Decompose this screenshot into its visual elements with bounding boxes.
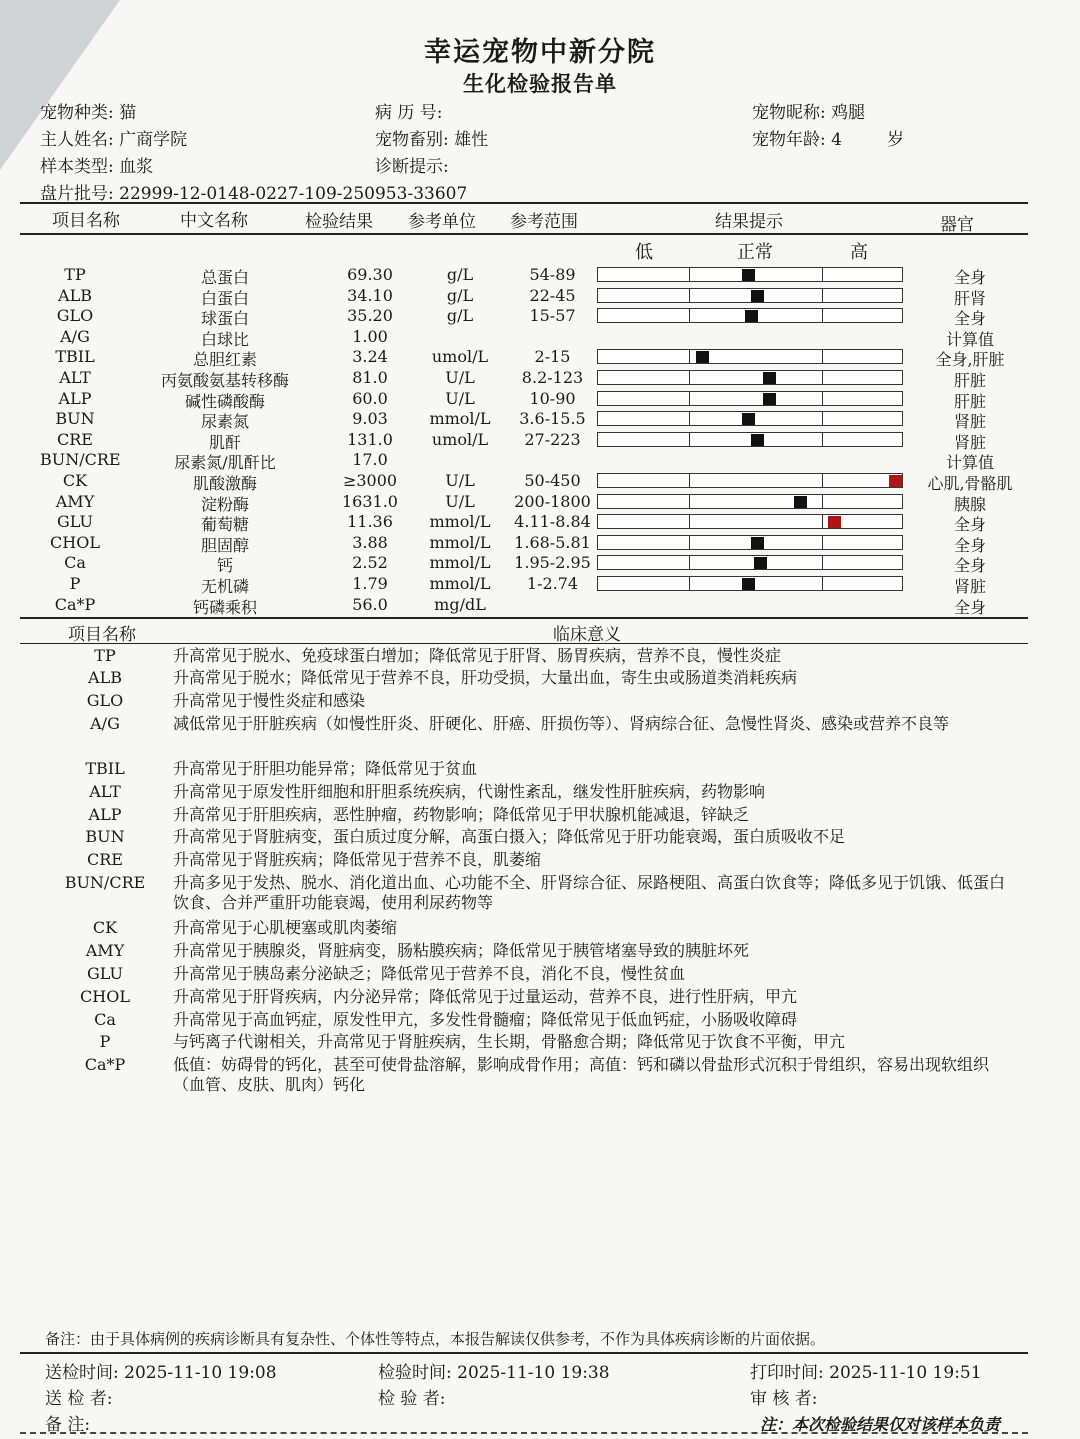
sample-field: 样本类型: 血浆 [40,157,154,177]
tear-line [20,1432,1028,1434]
rule-footer [20,1352,1028,1354]
result-marker [751,537,764,549]
test-organ: 肝肾 [953,288,986,308]
test-name: 白球比 [200,329,249,349]
clinical-item: GLU [86,964,123,983]
result-marker [754,557,767,569]
rule-clinical-header [20,643,1028,644]
result-row [0,286,1080,306]
result-row [0,306,1080,329]
col-hint: 结果提示 [715,212,783,232]
disclaimer-note: 备注：由于具体病例的疾病诊断具有复杂性、个体性等特点，本报告解读仅供参考，不作为具体疾病诊断的片面依据。 [45,1330,826,1348]
range-bar [597,370,903,385]
range-divider [689,308,690,323]
range-divider [822,432,823,447]
test-organ: 全身 [953,309,986,329]
range-bar [597,535,903,550]
test-ref-range: 15-57 [529,306,576,326]
test-organ: 全身 [953,515,986,535]
test-ref-range: 22-45 [529,285,576,305]
rule-top [20,202,1028,204]
test-abbr: Ca*P [54,594,96,614]
record-field: 病 历 号: [375,103,443,123]
range-divider [822,267,823,282]
test-unit: U/L [445,491,475,511]
test-organ: 全身 [953,556,986,576]
test-result: 81.0 [352,368,388,387]
clinical-meaning: 升高常见于胰岛素分泌缺乏；降低常见于营养不良，消化不良，慢性贫血 [173,964,686,983]
range-divider [822,349,823,364]
result-marker [751,290,764,302]
test-unit: U/L [445,388,475,408]
test-unit: mmol/L [429,409,491,429]
clinical-item: ALB [88,668,122,687]
print-time: 打印时间: 2025-11-10 19:51 [750,1363,982,1383]
test-result: 35.20 [347,306,393,326]
clinical-meaning: 升高常见于心肌梗塞或肌肉萎缩 [173,918,398,937]
clinical-item: BUN [85,827,125,846]
range-bar [597,555,903,570]
test-time: 检验时间: 2025-11-10 19:38 [378,1363,610,1383]
clinical-item: Ca [94,1010,116,1029]
test-result: 17.0 [352,450,388,470]
clinical-meaning: 升高多见于发热、脱水、消化道出血、心功能不全、肝肾综合征、尿路梗阻、高蛋白饮食等；降低多见于饥饿、低蛋白饮食、合并严重肝功能衰竭，使用利尿药物等 [173,873,1006,912]
col-abbr: 项目名称 [52,211,120,231]
test-unit: g/L [446,306,474,326]
result-row [0,327,1080,347]
test-organ: 肾脏 [953,577,986,596]
clinical-item: AMY [85,941,125,960]
result-marker-high [889,475,902,487]
reviewer-field: 审 核 者: [750,1389,818,1409]
range-divider [689,473,690,488]
range-divider [689,267,690,282]
remark-field: 备 注: [45,1415,91,1435]
test-result: 3.24 [352,347,388,367]
test-unit: g/L [446,285,474,305]
batch-field: 盘片批号: 22999-12-0148-0227-109-250953-33607 [40,184,468,204]
test-name: 球蛋白 [200,309,249,329]
test-unit: U/L [445,471,475,490]
clinical-item: ALP [88,805,122,824]
clinical-meaning: 升高常见于高血钙症，原发性甲亢，多发性骨髓瘤；降低常见于低血钙症，小肠吸收障碍 [173,1010,798,1029]
test-unit: g/L [446,265,474,284]
range-divider [822,308,823,323]
range-divider [822,370,823,385]
result-row [0,368,1080,388]
range-divider [689,535,690,550]
sex-field: 宠物畜别: 雄性 [375,130,489,150]
range-bar [597,349,903,364]
hospital-name: 幸运宠物中新分院 [424,37,656,68]
test-ref-range: 1.68-5.81 [514,532,591,552]
test-unit: mmol/L [429,512,491,532]
test-abbr: TBIL [55,347,95,367]
test-result: 69.30 [347,265,393,284]
clinical-meaning: 升高常见于脱水、免疫球蛋白增加；降低常见于肝肾、肠胃疾病，营养不良，慢性炎症 [173,646,782,665]
clinical-meaning: 升高常见于肝胆功能异常；降低常见于贫血 [173,759,478,778]
responsibility-note: 注：本次检验结果仅对该样本负责 [760,1415,1001,1434]
test-organ: 全身 [953,535,986,555]
range-divider [689,494,690,509]
test-name: 丙氨酸氨基转移酶 [160,371,289,390]
result-marker [751,434,764,446]
test-result: 9.03 [352,409,388,429]
col-result: 检验结果 [305,212,373,232]
clinical-col-meaning: 临床意义 [553,625,621,645]
test-ref-range: 4.11-8.84 [514,512,591,532]
test-abbr: CK [62,471,88,490]
range-divider [822,514,823,529]
test-name: 胆固醇 [200,535,249,555]
age-field: 宠物年龄: 4 岁 [752,130,904,150]
result-row [0,389,1080,409]
test-name: 淀粉酶 [200,494,249,514]
clinical-meaning: 升高常见于慢性炎症和感染 [173,691,366,710]
test-name: 尿素氮/肌酐比 [174,453,276,473]
test-ref-range: 54-89 [529,265,576,284]
test-abbr: ALP [58,388,92,408]
test-abbr: CHOL [50,532,100,552]
result-row [0,347,1080,370]
tester-field: 检 验 者: [378,1389,446,1409]
rule-results-end [20,617,1028,619]
test-organ: 肾脏 [953,432,986,452]
scale-high: 高 [850,242,868,263]
clinical-meaning: 升高常见于原发性肝细胞和肝胆系统疾病，代谢性紊乱，继发性肝脏疾病，药物影响 [173,782,766,801]
test-result: 11.36 [347,512,393,532]
test-name: 总胆红素 [192,350,257,370]
result-marker [742,269,755,281]
range-bar [597,308,903,323]
range-divider [822,535,823,550]
clinical-item: A/G [90,714,120,733]
test-ref-range: 2-15 [534,347,571,367]
test-abbr: GLO [56,306,94,326]
range-bar [597,473,903,488]
test-name: 碱性磷酸酶 [184,391,265,411]
test-ref-range: 10-90 [529,388,576,408]
test-name: 尿素氮 [200,412,249,432]
result-row [0,409,1080,432]
test-ref-range: 3.6-15.5 [519,409,586,429]
clinical-meaning: 升高常见于肾脏疾病；降低常见于营养不良，肌萎缩 [173,850,542,869]
test-unit: mmol/L [429,532,491,552]
test-abbr: BUN [55,409,95,429]
range-divider [822,494,823,509]
test-organ: 计算值 [945,329,994,349]
col-unit: 参考单位 [408,212,476,232]
result-marker [763,372,776,384]
test-result: 1.00 [352,326,388,346]
test-unit: umol/L [431,429,489,449]
result-row [0,512,1080,535]
range-divider [689,349,690,364]
test-organ: 肝脏 [953,371,986,390]
col-organ: 器官 [940,215,974,235]
result-row [0,492,1080,512]
test-name: 肌酐 [208,432,241,452]
clinical-col-item: 项目名称 [68,625,136,645]
clinical-item: CHOL [80,987,130,1006]
clinical-item: TBIL [85,759,125,778]
diagnosis-field: 诊断提示: [375,157,449,177]
sender-field: 送 检 者: [45,1389,113,1409]
col-cn: 中文名称 [180,211,248,231]
result-row [0,430,1080,450]
range-bar [597,514,903,529]
test-abbr: A/G [60,326,90,346]
result-row [0,265,1080,285]
clinical-meaning: 与钙离子代谢相关，升高常见于肾脏疾病，生长期，骨骼愈合期；降低常见于饮食不平衡，甲亢 [173,1032,846,1051]
test-organ: 全身 [953,597,986,617]
clinical-item: CRE [87,850,123,869]
range-bar [597,267,903,282]
result-row [0,553,1080,576]
test-result: ≥3000 [342,471,398,490]
clinical-item: CK [92,918,118,937]
clinical-meaning: 升高常见于肝胆疾病，恶性肿瘤，药物影响；降低常见于甲状腺机能减退，锌缺乏 [173,805,750,824]
result-marker [794,496,807,508]
test-result: 60.0 [352,388,388,408]
result-row [0,450,1080,473]
clinical-item: Ca*P [84,1055,126,1074]
result-row [0,595,1080,615]
test-name: 葡萄糖 [200,515,249,535]
result-row [0,471,1080,491]
range-divider [689,411,690,426]
result-marker [745,310,758,322]
range-bar [597,288,903,303]
clinical-meaning: 升高常见于脱水；降低常见于营养不良，肝功受损，大量出血，寄生虫或肠道类消耗疾病 [173,668,798,687]
test-organ: 肝脏 [953,391,986,411]
scale-low: 低 [635,242,653,263]
test-result: 131.0 [347,429,393,449]
result-row [0,574,1080,594]
test-ref-range: 1-2.74 [526,574,579,593]
test-abbr: AMY [55,491,95,511]
test-name: 肌酸激酶 [192,474,257,493]
test-abbr: GLU [56,512,93,532]
range-divider [689,391,690,406]
range-divider [822,391,823,406]
send-time: 送检时间: 2025-11-10 19:08 [45,1363,277,1383]
range-bar [597,411,903,426]
report-title: 生化检验报告单 [463,71,617,96]
clinical-item: TP [94,646,116,665]
test-ref-range: 8.2-123 [521,368,584,387]
test-abbr: ALT [59,368,91,387]
result-marker [742,413,755,425]
test-organ: 肾脏 [953,412,986,432]
test-name: 钙 [216,556,233,576]
test-unit: mg/dL [434,594,486,614]
rule-header [20,233,1028,235]
range-divider [689,432,690,447]
test-organ: 计算值 [945,453,994,473]
range-divider [689,370,690,385]
result-marker-high [828,516,841,528]
clinical-item: GLO [86,691,124,710]
clinical-meaning: 升高常见于肾脏病变，蛋白质过度分解，高蛋白摄入；降低常见于肝功能衰竭，蛋白质吸收不足 [173,827,846,846]
nickname-field: 宠物昵称: 鸡腿 [752,103,866,123]
owner-field: 主人姓名: 广商学院 [40,130,188,150]
test-abbr: TP [64,265,86,284]
clinical-item: BUN/CRE [64,873,146,892]
test-organ: 心肌,骨骼肌 [927,474,1013,493]
test-ref-range: 50-450 [524,471,581,490]
test-abbr: BUN/CRE [40,450,121,470]
species-field: 宠物种类: 猫 [40,103,137,123]
range-divider [822,555,823,570]
clinical-meaning: 低值：妨碍骨的钙化，甚至可使骨盐溶解，影响成骨作用；高值：钙和磷以骨盐形式沉积于骨组织，容易出现软组织（血管、皮肤、肌肉）钙化 [173,1055,990,1094]
range-bar [597,432,903,447]
test-organ: 胰腺 [953,494,986,514]
test-name: 钙磷乘积 [192,597,257,617]
scale-normal: 正常 [737,242,773,263]
range-divider [822,473,823,488]
test-organ: 全身 [953,268,986,287]
range-bar [597,494,903,509]
test-name: 白蛋白 [200,288,249,308]
test-unit: umol/L [431,347,489,367]
range-divider [689,555,690,570]
result-marker [742,578,755,590]
test-ref-range: 27-223 [524,429,581,449]
test-ref-range: 200-1800 [514,491,591,511]
result-marker [696,351,709,363]
result-marker [763,393,776,405]
test-name: 无机磷 [200,577,249,596]
test-ref-range: 1.95-2.95 [514,553,591,573]
test-organ: 全身,肝脏 [935,350,1005,370]
range-bar [597,576,903,591]
test-abbr: Ca [64,553,86,573]
test-abbr: CRE [57,429,93,449]
range-divider [822,411,823,426]
test-result: 34.10 [347,285,393,305]
test-result: 1631.0 [342,491,398,511]
test-abbr: ALB [58,285,92,305]
clinical-item: P [99,1032,111,1051]
clinical-meaning: 升高常见于肝肾疾病，内分泌异常；降低常见于过量运动，营养不良，进行性肝病，甲亢 [173,987,798,1006]
range-bar [597,391,903,406]
clinical-meaning: 升高常见于胰腺炎，肾脏病变，肠粘膜疾病；降低常见于胰管堵塞导致的胰脏坏死 [173,941,750,960]
test-abbr: P [69,574,81,593]
range-divider [689,576,690,591]
test-result: 1.79 [352,574,388,593]
clinical-meaning: 减低常见于肝脏疾病（如慢性肝炎、肝硬化、肝癌、肝损伤等）、肾病综合征、急慢性肾炎、感染或营养不良等 [173,714,950,733]
clinical-item: ALT [89,782,121,801]
test-result: 3.88 [352,532,388,552]
test-unit: U/L [445,368,475,387]
col-ref: 参考范围 [510,212,578,232]
test-unit: mmol/L [429,553,491,573]
test-result: 2.52 [352,553,388,573]
test-unit: mmol/L [429,574,491,593]
range-divider [689,514,690,529]
test-result: 56.0 [352,594,388,614]
range-divider [689,288,690,303]
range-divider [822,288,823,303]
test-name: 总蛋白 [200,268,249,287]
result-row [0,533,1080,553]
range-divider [822,576,823,591]
